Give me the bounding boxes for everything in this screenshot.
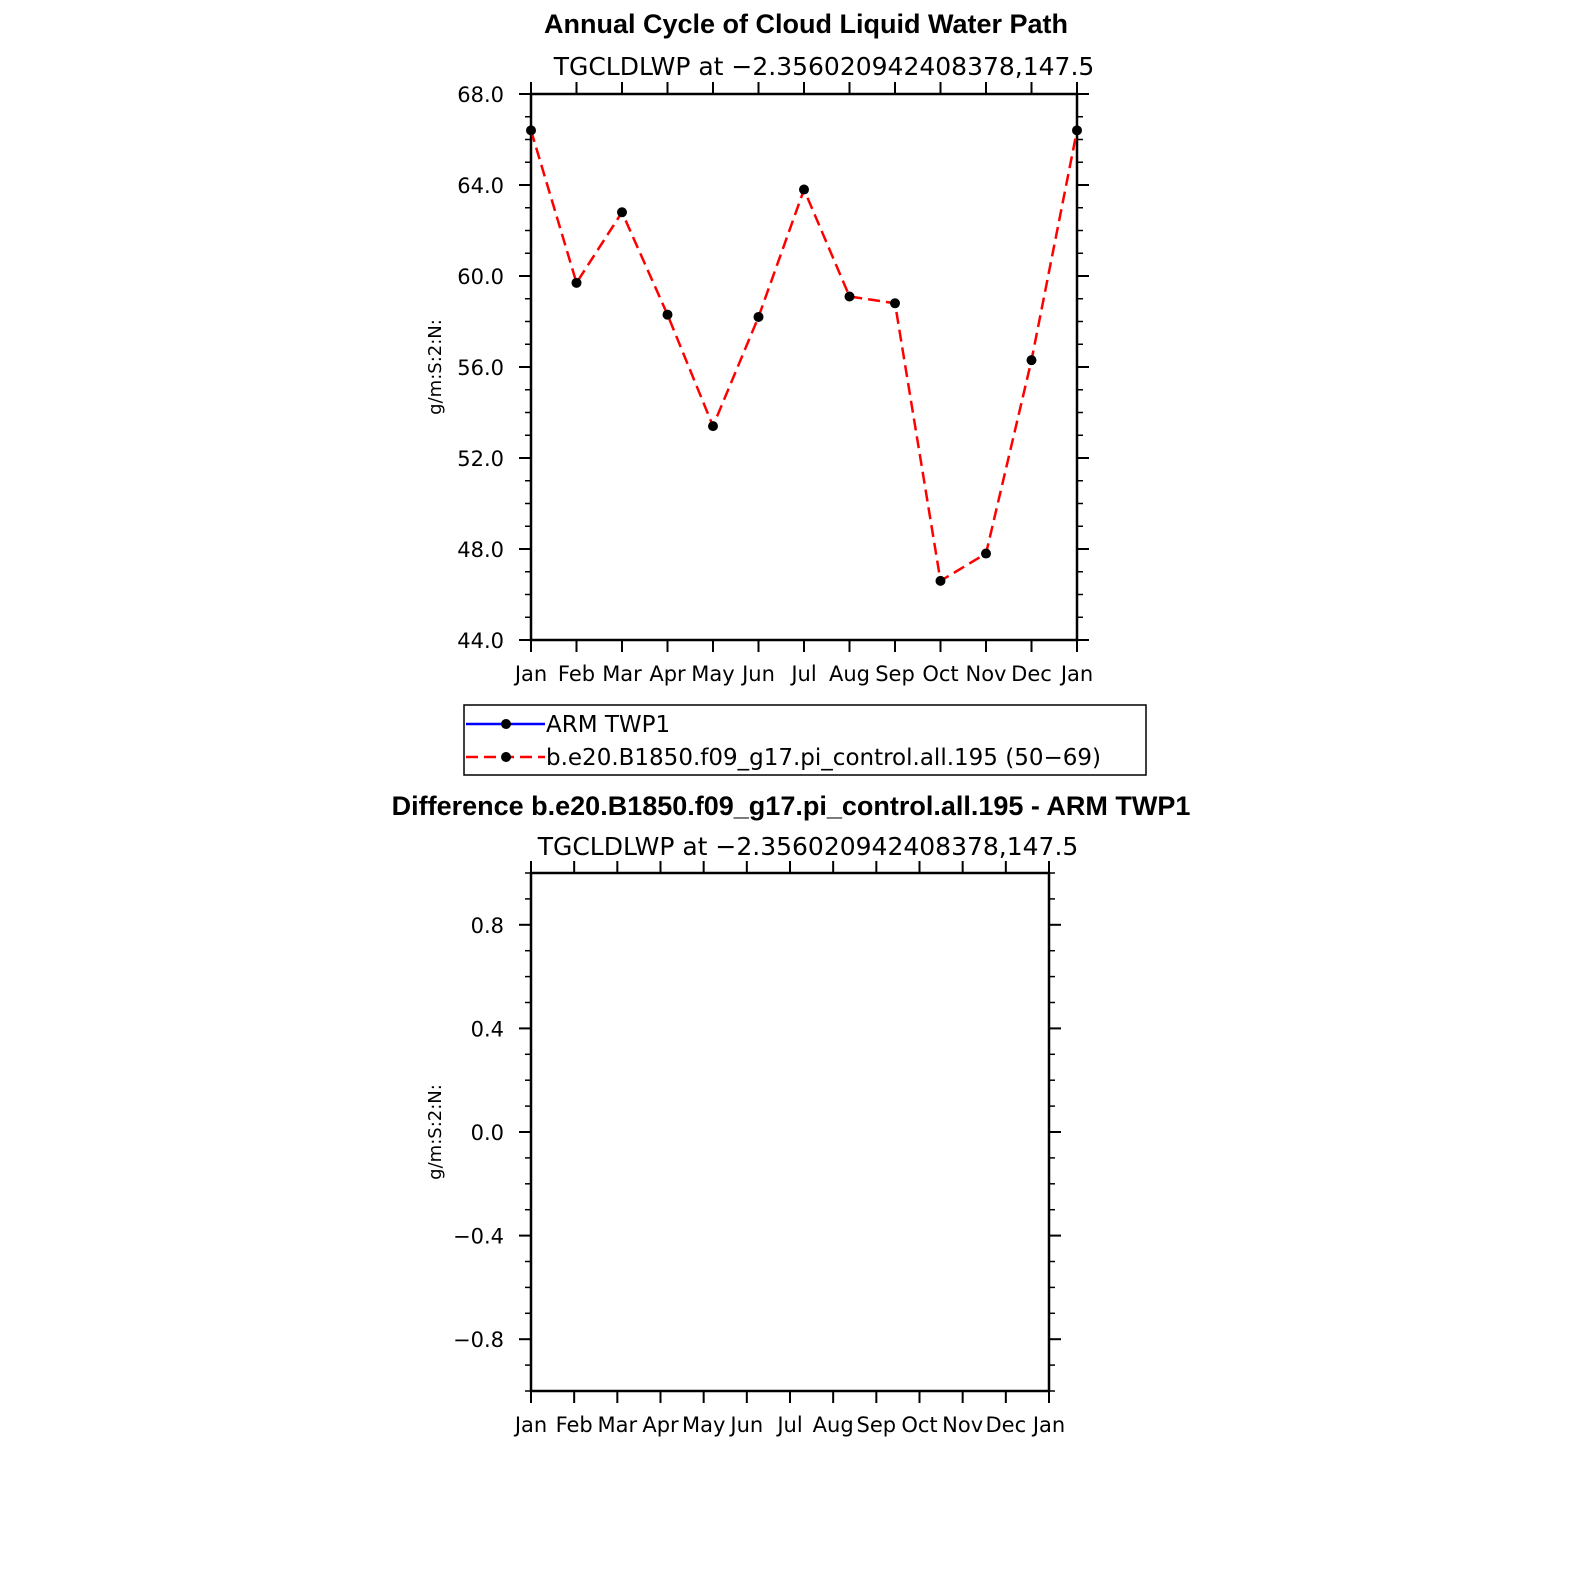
legend-swatch-marker (501, 719, 511, 729)
y-tick-label: 44.0 (457, 629, 504, 653)
chart-2-axes (519, 861, 1061, 1403)
x-tick-label: Mar (597, 1413, 638, 1437)
x-tick-label: Oct (901, 1413, 938, 1437)
data-point (1027, 355, 1037, 365)
x-tick-label: Jan (514, 1413, 548, 1437)
y-tick-label: 68.0 (457, 83, 504, 107)
x-tick-label: Nov (942, 1413, 984, 1437)
y-tick-label: 64.0 (457, 174, 504, 198)
x-tick-label: Mar (602, 662, 642, 686)
x-tick-label: May (691, 662, 735, 686)
x-tick-label: Apr (642, 1413, 679, 1437)
data-point (754, 312, 764, 322)
data-point (845, 291, 855, 301)
chart-1-subtitle: TGCLDLWP at −2.356020942408378,147.5 (553, 52, 1095, 81)
data-point (890, 298, 900, 308)
data-point (617, 207, 627, 217)
chart-1-title: Annual Cycle of Cloud Liquid Water Path (543, 9, 1069, 39)
x-tick-label: Jul (777, 1413, 803, 1437)
y-tick-label: 0.8 (470, 913, 504, 938)
chart-1-y-tick-labels (457, 83, 504, 653)
x-tick-label: Feb (555, 1413, 593, 1437)
y-tick-label: −0.8 (453, 1328, 504, 1353)
chart-2-title: Difference b.e20.B1850.f09_g17.pi_control.all.195 - ARM TWP1 (391, 791, 1191, 821)
x-tick-label: Oct (922, 662, 959, 686)
y-tick-label: 52.0 (457, 447, 504, 471)
y-tick-label: 48.0 (457, 538, 504, 562)
data-point (663, 310, 673, 320)
chart-2-subtitle: TGCLDLWP at −2.356020942408378,147.5 (537, 832, 1079, 861)
y-tick-label: −0.4 (453, 1224, 504, 1249)
data-point (708, 421, 718, 431)
legend-label-model: b.e20.B1850.f09_g17.pi_control.all.195 (50−69) (546, 745, 1101, 771)
x-tick-label: Jan (1060, 662, 1094, 686)
plot-frame (531, 94, 1077, 640)
x-tick-label: Sep (875, 662, 915, 686)
x-tick-label: Jan (514, 662, 548, 686)
x-tick-label: Dec (985, 1413, 1027, 1437)
plot-frame (531, 873, 1049, 1391)
data-point (1072, 125, 1082, 135)
x-tick-label: Jul (791, 662, 817, 686)
series-line (531, 130, 1077, 580)
chart-1-x-tick-labels (513, 662, 1093, 686)
data-point (526, 125, 536, 135)
chart-2-y-tick-labels (453, 914, 504, 1352)
legend-label-arm: ARM TWP1 (546, 712, 671, 738)
x-tick-label: Aug (812, 1413, 854, 1437)
x-tick-label: Apr (649, 662, 686, 686)
chart-1-y-axis-label: g/m:S:2:N: (425, 319, 446, 415)
legend (464, 705, 1146, 775)
x-tick-label: Jun (742, 662, 775, 686)
y-tick-label: 56.0 (457, 356, 504, 380)
x-tick-label: Aug (828, 662, 871, 686)
x-tick-label: Nov (965, 662, 1007, 686)
x-tick-label: Jun (730, 1413, 764, 1437)
chart-2-x-tick-labels (513, 1413, 1065, 1437)
y-tick-label: 60.0 (457, 265, 504, 289)
y-tick-label: 0.4 (470, 1017, 504, 1042)
y-tick-label: 0.0 (470, 1121, 504, 1145)
data-point (981, 549, 991, 559)
x-tick-label: Feb (557, 662, 596, 686)
chart-2-y-axis-label: g/m:S:2:N: (425, 1084, 446, 1180)
legend-swatch-marker (501, 752, 511, 762)
x-tick-label: May (681, 1413, 726, 1437)
chart-1-axes (519, 82, 1089, 652)
x-tick-label: Dec (1011, 662, 1052, 686)
chart-1-series (526, 125, 1082, 585)
data-point (799, 185, 809, 195)
x-tick-label: Jan (1032, 1413, 1066, 1437)
legend-item-model (466, 745, 1101, 771)
x-tick-label: Sep (856, 1413, 897, 1437)
data-point (572, 278, 582, 288)
data-point (936, 576, 946, 586)
